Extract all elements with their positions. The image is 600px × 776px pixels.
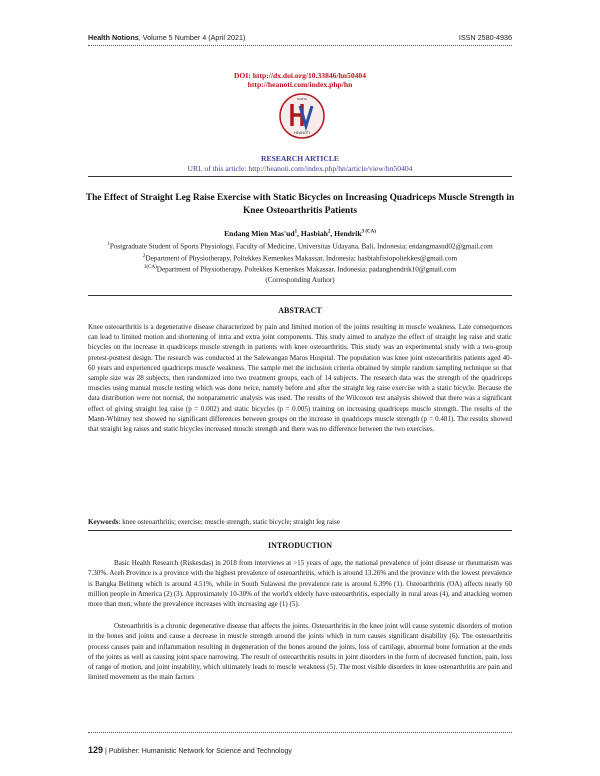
- introduction-heading: INTRODUCTION: [267, 541, 332, 550]
- affiliation-1-sup: 1: [107, 242, 110, 247]
- issn: ISSN 2580-4936: [458, 33, 512, 42]
- doi-link[interactable]: DOI: http://dx.doi.org/10.33846/hn50404: [233, 71, 367, 80]
- running-header: [88, 33, 512, 45]
- abstract-top-rule: [88, 295, 512, 296]
- intro-paragraph-2: Osteoarthritis is a chronic degenerative disease that affects the joints. Osteoarthritis in the knee joint will cause systemic disorders of motion in the bones and joints and cause a decrease in muscle strength around the joints which in turn causes significant disability (6). The osteoarthritis process causes pain and inflammation resulting in degeneration of the bones around the joints, loss of cartilage, abnormal bone formation at the ends of the joints as well as causing joint space narrowing. The result of osteoarthritis results in joint disorders in the form of decreased function, pain, loss of range of motion, and joint instability, which ultimately leads to muscle weakness (5). The most visible disorders in knee osteoarthritis are pain and limited movement as the main factors: [88, 622, 512, 682]
- author-3: Hendrik: [334, 229, 362, 238]
- title-top-rule: [88, 176, 512, 177]
- author-list: Endang Mien $Mas'ud^1$, Hasbiah$^2$, Hendrik$^{3 (CA)}$: [224, 229, 376, 238]
- footer: [88, 745, 292, 755]
- affiliation-1: $^1$Postgraduate Student of Sports Physiology, Faculty of Medicine, Universitas Udayana, Bali, Indonesia; endangmasud02@gmail.com: [107, 242, 493, 251]
- keywords-label: Keywords: [88, 518, 119, 526]
- affiliation-2-sup: 2: [142, 253, 146, 259]
- page-number: 129: [88, 745, 104, 755]
- affiliations: [60, 240, 540, 285]
- publisher-note: | Publisher: Humanistic Network for Science and Technology: [103, 748, 292, 755]
- article-url-link[interactable]: URL of this article: http://heanoti.com/index.php/hn/article/view/hn50404: [187, 164, 413, 173]
- keywords-list: : knee osteoarthritis; exercise; muscle strength, static bicycle; straight leg raise: [118, 518, 340, 526]
- article-type: RESEARCH ARTICLE: [260, 154, 339, 163]
- logo-subcaption: SURYA: [296, 97, 308, 101]
- author-3-sup: 3 (CA): [361, 229, 376, 235]
- affiliation-2: $^2$Department of Physiotherapy, Poltekkes Kemenkes Makassar, Indonesia; hasbiahfisiopoltekkes@gmail.com: [142, 253, 458, 263]
- author-1-sup: 1: [294, 229, 298, 235]
- journal-info: [88, 33, 245, 42]
- abstract-heading: ABSTRACT: [278, 306, 322, 315]
- journal-name: Health Notions: [88, 33, 139, 42]
- intro-paragraph-1: Basic Health Research (Riskesdas) in 2018 from interviews at >15 years of age, the national prevalence of joint disease or rheumatism was 7.30%. Aceh Province is a province with the highest prevalence of osteoarthritis, which is around 13.26% and the province with the lowest prevalence is Bangka Belitung which is around 4.51%, while in South Sulawesi the prevalence rate is around 6.39% (1). Osteoarthritis (OA) affects nearly 60 million people in America (2) (3). Approximately 10-30% of the world's elderly have osteoarthritis, especially in rural areas (4), and attacking women more than men, where the prevalence increases with increasing age (1) (5).: [88, 559, 512, 609]
- journal-url-link[interactable]: http://heanoti.com/index.php/hn: [247, 80, 353, 89]
- journal-logo: [278, 92, 326, 140]
- abstract-text: Knee osteoarthritis is a degenerative disease characterized by pain and limited motion of the joints resulting in muscle weakness. Late consequences can lead to limited motion and shortening of intra and extra joint components. This study aimed to analyze the effect of straight leg raise and static bicycles on the increase in quadriceps muscle strength in patients with knee osteoarthritis. This study was an experimental study with a two-group pretest-posttest design. The research was conducted at the Salewangan Maros Hospital. The population was knee joint osteoarthritis patients aged 40-60 years and experienced quadriceps muscle weakness. The sample met the inclusion criteria obtained by simple random sampling technique so that sample size was 28 subjects, then randomized into two treatment groups, each of 14 subjects. The research data was the strength of the quadriceps muscles using manual muscle testing which was done twice, namely before and after the straight leg raise exercise with a static bicycle. Because the data distribution were not normal, the nonparametric analysis was used. The results of the Wilcoxon test analysis showed that there was a significant effect of giving straight leg raise (p = 0.002) and static bicycles (p = 0.005) training on increasing quadriceps muscle strength. The results of the Mann-Whitney test showed no significant differences between groups on the increase in quadriceps muscle strength (p = 0.481). The results showed that straight leg raises and static bicycles increased muscle strength and there was no difference between the two exercises.: [88, 323, 512, 434]
- paper-title: The Effect of Straight Leg Raise Exercise with Static Bicycles on Increasing Quadriceps Muscle Strength in Knee Osteoarthritis Patients: [85, 193, 515, 216]
- author-2: Hasbiah: [300, 229, 328, 238]
- corresponding-note: (Corresponding Author): [265, 276, 335, 285]
- logo-caption: HEANOTI: [294, 131, 310, 135]
- author-2-sup: 2: [327, 229, 331, 235]
- author-1: Endang Mien Mas'ud: [224, 229, 295, 238]
- affiliation-3-sup: 3(CA): [143, 265, 157, 271]
- header-divider: [88, 45, 512, 46]
- keywords-bottom-rule: [88, 530, 512, 531]
- footer-divider: [88, 732, 512, 733]
- affiliation-3: $^{3(CA)}$Department of Physiotherapy, Poltekkes Kemenkes Makassar, Indonesia; padanghendrik10@gmail.com: [143, 265, 457, 274]
- journal-issue: , Volume 5 Number 4 (April 2021): [138, 33, 246, 42]
- keywords: [88, 518, 512, 526]
